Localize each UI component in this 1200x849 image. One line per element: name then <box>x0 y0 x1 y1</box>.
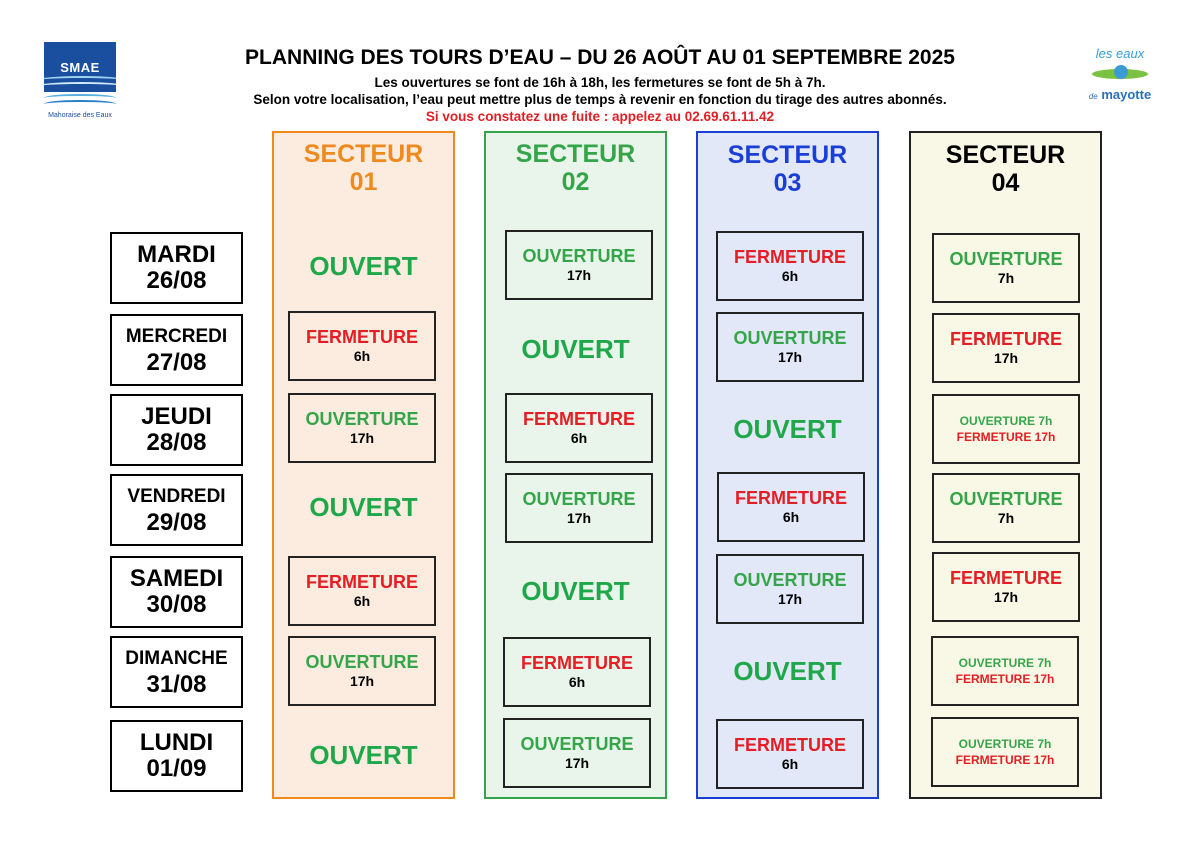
closing-hour: 6h <box>353 593 371 609</box>
status-opening-closing <box>932 394 1080 464</box>
status-opening <box>288 636 436 706</box>
closing-label: FERMETURE <box>521 653 633 673</box>
opening-label: OUVERTURE <box>305 409 419 429</box>
sector-01-label: SECTEUR <box>303 140 424 168</box>
status-open: OUVERT <box>309 251 418 281</box>
eaux-logo-line1: les eaux <box>1095 46 1145 61</box>
sector-04-number: 04 <box>991 169 1020 197</box>
day-date: 01/09 <box>146 755 207 782</box>
status-opening <box>288 393 436 463</box>
sector-04-label: SECTEUR <box>945 141 1066 169</box>
opening-hour: 17h <box>349 430 375 446</box>
day-name: MARDI <box>137 241 216 268</box>
status-opening-closing <box>931 636 1079 706</box>
closing-hour: 6h <box>781 268 799 284</box>
status-closing <box>716 231 864 301</box>
status-opening <box>932 473 1080 543</box>
sector-02-label: SECTEUR <box>515 140 636 168</box>
status-closing <box>932 552 1080 622</box>
day-box <box>110 232 243 304</box>
day-name: DIMANCHE <box>125 648 228 669</box>
day-box <box>110 394 243 466</box>
status-closing <box>716 719 864 789</box>
opening-label: OUVERTURE <box>522 489 636 509</box>
day-date: 27/08 <box>146 349 207 376</box>
closing-label: FERMETURE <box>306 572 418 592</box>
opening-hour: 17h <box>777 591 803 607</box>
opening-7h-label: OUVERTURE 7h <box>959 414 1053 428</box>
status-closing <box>288 556 436 626</box>
status-opening <box>503 718 651 788</box>
day-box <box>110 314 243 386</box>
day-box <box>110 556 243 628</box>
opening-label: OUVERTURE <box>305 652 419 672</box>
day-date: 26/08 <box>146 267 207 294</box>
info-line-hours: Les ouvertures se font de 16h à 18h, les fermetures se font de 5h à 7h. <box>374 75 826 90</box>
status-closing <box>505 393 653 463</box>
status-open: OUVERT <box>521 334 630 364</box>
smae-tagline: Mahoraise des Eaux <box>48 112 112 119</box>
day-name: MERCREDI <box>125 326 228 347</box>
closing-label: FERMETURE <box>734 247 846 267</box>
day-name: LUNDI <box>139 729 214 756</box>
status-closing <box>717 472 865 542</box>
eaux-logo-line2 <box>1082 87 1158 102</box>
eaux-logo-de: de <box>1088 92 1098 101</box>
closing-hour: 6h <box>782 509 800 525</box>
closing-17h-label: FERMETURE 17h <box>955 753 1055 767</box>
status-opening <box>716 554 864 624</box>
day-box <box>110 474 243 546</box>
sector-03-heading <box>696 141 879 197</box>
status-closing <box>932 313 1080 383</box>
opening-hour: 17h <box>349 673 375 689</box>
closing-hour: 17h <box>993 589 1019 605</box>
sector-01-heading <box>272 140 455 196</box>
opening-label: OUVERTURE <box>949 249 1063 269</box>
status-open: OUVERT <box>309 492 418 522</box>
sector-03-number: 03 <box>773 169 802 197</box>
opening-hour: 17h <box>566 510 592 526</box>
smae-logo-name: SMAE <box>60 59 100 75</box>
closing-hour: 6h <box>570 430 588 446</box>
sector-03-label: SECTEUR <box>727 141 848 169</box>
smae-logo-mark <box>44 42 116 92</box>
closing-label: FERMETURE <box>523 409 635 429</box>
day-box <box>110 636 243 708</box>
status-closing <box>288 311 436 381</box>
opening-label: OUVERTURE <box>733 328 847 348</box>
status-opening <box>505 230 653 300</box>
closing-hour: 17h <box>993 350 1019 366</box>
status-opening <box>932 233 1080 303</box>
sector-02-number: 02 <box>561 168 590 196</box>
closing-label: FERMETURE <box>950 329 1062 349</box>
sector-04-heading <box>909 141 1102 197</box>
day-date: 29/08 <box>146 509 207 536</box>
opening-hour: 17h <box>566 267 592 283</box>
water-drop-icon <box>1088 63 1152 85</box>
status-opening <box>505 473 653 543</box>
opening-label: OUVERTURE <box>733 570 847 590</box>
day-date: 28/08 <box>146 429 207 456</box>
closing-hour: 6h <box>781 756 799 772</box>
day-date: 31/08 <box>146 671 207 698</box>
opening-hour: 7h <box>997 510 1015 526</box>
opening-label: OUVERTURE <box>520 734 634 754</box>
opening-hour: 17h <box>777 349 803 365</box>
status-opening-closing <box>931 717 1079 787</box>
page-title: PLANNING DES TOURS D’EAU – DU 26 AOÛT AU 01 SEPTEMBRE 2025 <box>245 46 955 69</box>
day-box <box>110 720 243 792</box>
sector-01-number: 01 <box>349 168 378 196</box>
closing-label: FERMETURE <box>950 568 1062 588</box>
wave-icon <box>44 92 116 110</box>
status-opening <box>716 312 864 382</box>
eaux-de-mayotte-logo <box>1082 46 1158 116</box>
opening-hour: 17h <box>564 755 590 771</box>
status-closing <box>503 637 651 707</box>
smae-logo <box>44 42 116 120</box>
closing-hour: 6h <box>353 348 371 364</box>
closing-label: FERMETURE <box>306 327 418 347</box>
opening-hour: 7h <box>997 270 1015 286</box>
closing-17h-label: FERMETURE 17h <box>955 672 1055 686</box>
status-open: OUVERT <box>521 576 630 606</box>
opening-7h-label: OUVERTURE 7h <box>958 737 1052 751</box>
closing-label: FERMETURE <box>735 488 847 508</box>
day-name: SAMEDI <box>129 565 224 592</box>
status-open: OUVERT <box>309 740 418 770</box>
sector-02-heading <box>484 140 667 196</box>
eaux-logo-mayotte: mayotte <box>1101 87 1152 102</box>
status-open: OUVERT <box>733 656 842 686</box>
opening-label: OUVERTURE <box>949 489 1063 509</box>
opening-label: OUVERTURE <box>522 246 636 266</box>
day-name: JEUDI <box>141 403 212 430</box>
closing-17h-label: FERMETURE 17h <box>956 430 1056 444</box>
day-name: VENDREDI <box>127 486 226 507</box>
closing-label: FERMETURE <box>734 735 846 755</box>
info-line-location: Selon votre localisation, l’eau peut mettre plus de temps à revenir en fonction du tirage des autres abonnés. <box>253 92 947 107</box>
closing-hour: 6h <box>568 674 586 690</box>
leak-phone-line: Si vous constatez une fuite : appelez au 02.69.61.11.42 <box>425 109 775 124</box>
opening-7h-label: OUVERTURE 7h <box>958 656 1052 670</box>
status-open: OUVERT <box>733 414 842 444</box>
day-date: 30/08 <box>146 591 207 618</box>
